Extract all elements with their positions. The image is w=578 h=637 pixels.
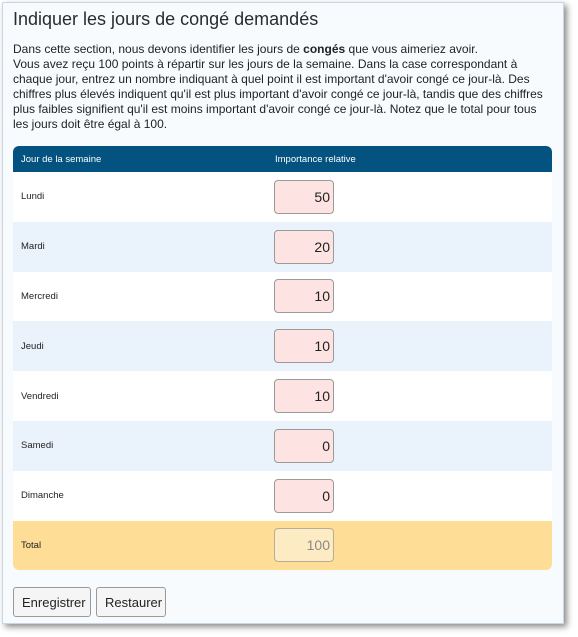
points-input-vendredi[interactable] (274, 379, 334, 413)
instructions (13, 42, 543, 132)
table-row (13, 321, 552, 371)
table-row (13, 371, 552, 421)
table-header-row (13, 146, 552, 172)
total-points-field (274, 528, 334, 562)
day-label: Vendredi (13, 371, 267, 421)
points-input-jeudi[interactable] (274, 329, 334, 363)
day-label: Mardi (13, 222, 267, 272)
instructions-body: Vous avez reçu 100 points à répartir sur les jours de la semaine. Dans la case correspondant à chaque jour, entrez un nombre indiquant à quel point il est important d'avoir congé ce jour-là. Des chiffres plus élevés indiquent qu'il est plus important d'avoir congé ce jour-là, tandis que des chiffres plus faibles signifient qu'il est moins important d'avoir congé ce jour-là. Notez que le total pour tous les jours doit être égal à 100. (13, 57, 543, 131)
instructions-line1-end: que vous aimeriez avoir. (345, 42, 478, 56)
table-row (13, 471, 552, 521)
day-label: Samedi (13, 421, 267, 471)
survey-panel (2, 2, 564, 624)
instructions-bold-word: congés (303, 42, 346, 56)
allocation-table (13, 146, 552, 570)
table-row (13, 421, 552, 471)
page-title: Indiquer les jours de congé demandés (13, 9, 319, 29)
points-input-mercredi[interactable] (274, 279, 334, 313)
points-input-samedi[interactable] (274, 429, 334, 463)
points-input-mardi[interactable] (274, 230, 334, 264)
column-header-importance: Importance relative (267, 146, 552, 172)
day-label: Jeudi (13, 321, 267, 371)
points-input-lundi[interactable] (274, 180, 334, 214)
table-row (13, 222, 552, 272)
points-input-dimanche[interactable] (274, 479, 334, 513)
day-label: Mercredi (13, 272, 267, 322)
day-label: Dimanche (13, 471, 267, 521)
total-row (13, 521, 552, 571)
day-label: Lundi (13, 172, 267, 222)
table-row (13, 172, 552, 222)
total-label: Total (13, 521, 267, 571)
restore-button[interactable]: Restaurer (96, 587, 166, 617)
save-button[interactable]: Enregistrer (13, 587, 91, 617)
column-header-day: Jour de la semaine (13, 146, 267, 172)
table-row (13, 272, 552, 322)
instructions-line1-start: Dans cette section, nous devons identifier les jours de (13, 42, 304, 56)
